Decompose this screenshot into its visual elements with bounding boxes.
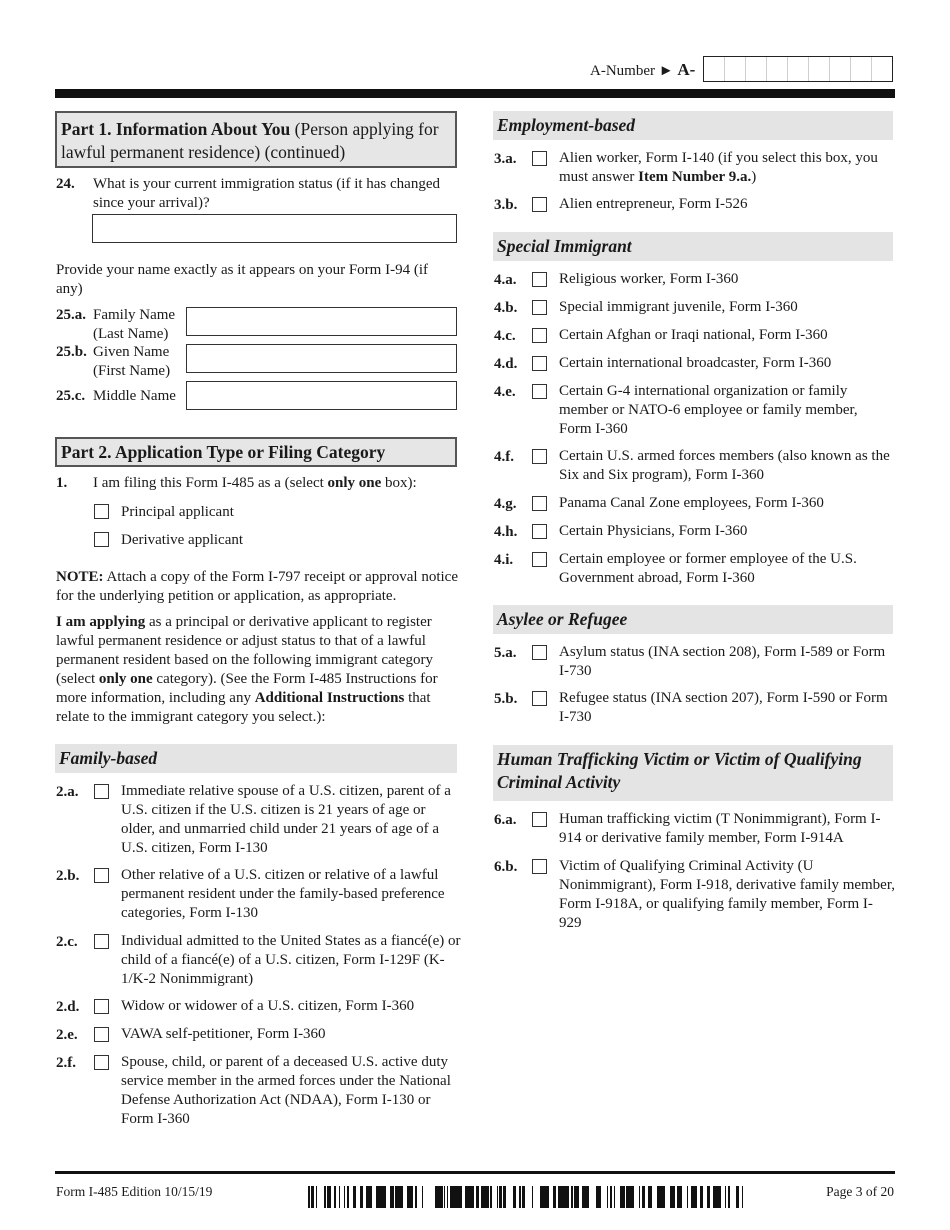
item-3b-number: 3.b. — [494, 197, 518, 213]
family-name-line1: Family Name — [93, 307, 176, 323]
part1-heading — [55, 111, 457, 168]
item-4f-number: 4.f. — [494, 449, 514, 465]
item-5a-label: Asylum status (INA section 208), Form I-589 or Form I-730 — [559, 644, 886, 679]
principal-applicant-checkbox[interactable] — [94, 504, 109, 519]
given-name-line2: (First Name) — [93, 363, 171, 379]
q1-text: I am filing this Form I-485 as a (select only one box): — [93, 475, 417, 491]
q24-text: What is your current immigration status (if it has changed since your arrival)? — [93, 176, 440, 211]
employment-based-heading: Employment-based — [493, 111, 893, 140]
principal-applicant-label: Principal applicant — [121, 504, 234, 520]
item-4d-checkbox[interactable] — [532, 356, 547, 371]
item-4c-label: Certain Afghan or Iraqi national, Form I-360 — [559, 327, 828, 343]
q25a-number: 25.a. — [56, 307, 86, 323]
item-6a-checkbox[interactable] — [532, 812, 547, 827]
family-name-input[interactable] — [186, 307, 457, 336]
item-2b-number: 2.b. — [56, 868, 80, 884]
item-4e-number: 4.e. — [494, 384, 516, 400]
derivative-applicant-checkbox[interactable] — [94, 532, 109, 547]
item-2c-checkbox[interactable] — [94, 934, 109, 949]
item-2d-checkbox[interactable] — [94, 999, 109, 1014]
item-6b-checkbox[interactable] — [532, 859, 547, 874]
item-5b-label: Refugee status (INA section 207), Form I-590 or Form I-730 — [559, 690, 888, 725]
immigration-status-input[interactable] — [92, 214, 457, 243]
item-4a-number: 4.a. — [494, 272, 517, 288]
middle-name-input[interactable] — [186, 381, 457, 410]
header-rule — [55, 89, 895, 98]
a-number-input[interactable] — [703, 56, 893, 82]
applying-text: I am applying as a principal or derivative applicant to register lawful permanent residence or adjust status to that of a lawful permanent resident based on the following immigrant category (select only one category). (See the Form I-485 Instructions for more information, including any Additional Instructions that relate to the immigrant category you select.): — [56, 614, 438, 725]
item-2b-label: Other relative of a U.S. citizen or relative of a lawful permanent resident under the family-based preference categories, Form I-130 — [121, 867, 445, 921]
item-2e-label: VAWA self-petitioner, Form I-360 — [121, 1026, 326, 1042]
given-name-line1: Given Name — [93, 344, 170, 360]
item-4g-checkbox[interactable] — [532, 496, 547, 511]
item-2f-number: 2.f. — [56, 1055, 76, 1071]
item-5a-number: 5.a. — [494, 645, 517, 661]
given-name-input[interactable] — [186, 344, 457, 373]
item-2e-number: 2.e. — [56, 1027, 78, 1043]
derivative-applicant-label: Derivative applicant — [121, 532, 244, 548]
item-4i-label: Certain employee or former employee of the U.S. Government abroad, Form I-360 — [559, 551, 857, 586]
item-4a-label: Religious worker, Form I-360 — [559, 271, 739, 287]
item-2e-checkbox[interactable] — [94, 1027, 109, 1042]
note-text: NOTE: Attach a copy of the Form I-797 receipt or approval notice for the underlying petition or application, as appropriate. — [56, 569, 458, 604]
item-2f-checkbox[interactable] — [94, 1055, 109, 1070]
q1-number: 1. — [56, 475, 68, 491]
item-2c-number: 2.c. — [56, 934, 78, 950]
item-4b-checkbox[interactable] — [532, 300, 547, 315]
item-2d-number: 2.d. — [56, 999, 80, 1015]
item-5b-number: 5.b. — [494, 691, 518, 707]
part1-title: Part 1. Information About You — [61, 119, 291, 139]
i94-intro: Provide your name exactly as it appears on your Form I-94 (if any) — [56, 262, 428, 297]
item-4g-number: 4.g. — [494, 496, 517, 512]
item-3b-checkbox[interactable] — [532, 197, 547, 212]
item-3a-checkbox[interactable] — [532, 151, 547, 166]
item-4b-label: Special immigrant juvenile, Form I-360 — [559, 299, 798, 315]
item-5b-checkbox[interactable] — [532, 691, 547, 706]
footer-page-number: Page 3 of 20 — [826, 1184, 894, 1199]
item-6b-number: 6.b. — [494, 859, 518, 875]
item-6a-number: 6.a. — [494, 812, 517, 828]
item-4i-checkbox[interactable] — [532, 552, 547, 567]
item-2a-checkbox[interactable] — [94, 784, 109, 799]
item-6a-label: Human trafficking victim (T Nonimmigrant), Form I-914 or derivative family member, Form I-914A — [559, 811, 881, 846]
item-4d-label: Certain international broadcaster, Form I-360 — [559, 355, 832, 371]
q24-number: 24. — [56, 176, 75, 192]
part2-title: Part 2. Application Type or Filing Category — [61, 442, 386, 462]
item-4a-checkbox[interactable] — [532, 272, 547, 287]
item-2a-number: 2.a. — [56, 784, 79, 800]
item-4c-checkbox[interactable] — [532, 328, 547, 343]
a-number-prefix: A- — [677, 60, 696, 79]
special-immigrant-heading: Special Immigrant — [493, 232, 893, 261]
item-4h-number: 4.h. — [494, 524, 518, 540]
middle-name-label: Middle Name — [93, 388, 176, 404]
item-2d-label: Widow or widower of a U.S. citizen, Form I-360 — [121, 998, 415, 1014]
family-name-line2: (Last Name) — [93, 326, 169, 342]
asylee-refugee-heading: Asylee or Refugee — [493, 605, 893, 634]
item-2b-checkbox[interactable] — [94, 868, 109, 883]
item-3a-number: 3.a. — [494, 151, 517, 167]
part2-heading — [55, 437, 457, 467]
item-4b-number: 4.b. — [494, 300, 518, 316]
item-4f-label: Certain U.S. armed forces members (also known as the Six and Six program), Form I-360 — [559, 448, 890, 483]
item-4e-checkbox[interactable] — [532, 384, 547, 399]
item-2f-label: Spouse, child, or parent of a deceased U.S. active duty service member in the armed forces under the National Defense Authorization Act (NDAA), Form I-130 or Form I-360 — [121, 1054, 451, 1127]
item-3a-label: Alien worker, Form I-140 (if you select this box, you must answer Item Number 9.a.) — [559, 150, 878, 185]
part1-subtitle: (Person applying for lawful permanent residence) (continued) — [61, 119, 439, 162]
item-4e-label: Certain G-4 international organization or family member or NATO-6 employee or family member, Form I-360 — [559, 383, 858, 437]
item-2c-label: Individual admitted to the United States as a fiancé(e) or child of a fiancé(e) of a U.S. citizen, Form I-129F (K-1/K-2 Nonimmigrant) — [121, 933, 461, 987]
trafficking-heading: Human Trafficking Victim or Victim of Qualifying Criminal Activity — [493, 745, 893, 801]
item-5a-checkbox[interactable] — [532, 645, 547, 660]
item-4h-label: Certain Physicians, Form I-360 — [559, 523, 748, 539]
a-number-text: A-Number ► — [590, 63, 674, 79]
item-4h-checkbox[interactable] — [532, 524, 547, 539]
footer-form-edition: Form I-485 Edition 10/15/19 — [56, 1184, 213, 1199]
barcode-image — [308, 1186, 744, 1208]
a-number-label — [590, 60, 695, 80]
given-name-label — [93, 343, 170, 381]
q25b-number: 25.b. — [56, 344, 87, 360]
item-2a-label: Immediate relative spouse of a U.S. citizen, parent of a U.S. citizen if the U.S. citizen is 21 years of age or older, and unmarried child under 21 years of age of a U.S. citizen, Form I-130 — [121, 783, 451, 856]
item-4c-number: 4.c. — [494, 328, 516, 344]
item-4f-checkbox[interactable] — [532, 449, 547, 464]
q25c-number: 25.c. — [56, 388, 86, 404]
item-4d-number: 4.d. — [494, 356, 518, 372]
item-3b-label: Alien entrepreneur, Form I-526 — [559, 196, 748, 212]
family-name-label — [93, 306, 175, 344]
item-4g-label: Panama Canal Zone employees, Form I-360 — [559, 495, 824, 511]
item-4i-number: 4.i. — [494, 552, 514, 568]
footer-rule — [55, 1171, 895, 1174]
item-6b-label: Victim of Qualifying Criminal Activity (U Nonimmigrant), Form I-918, derivative family member, Form I-918A, or qualifying family member, Form I-929 — [559, 858, 895, 931]
family-based-heading: Family-based — [55, 744, 457, 773]
